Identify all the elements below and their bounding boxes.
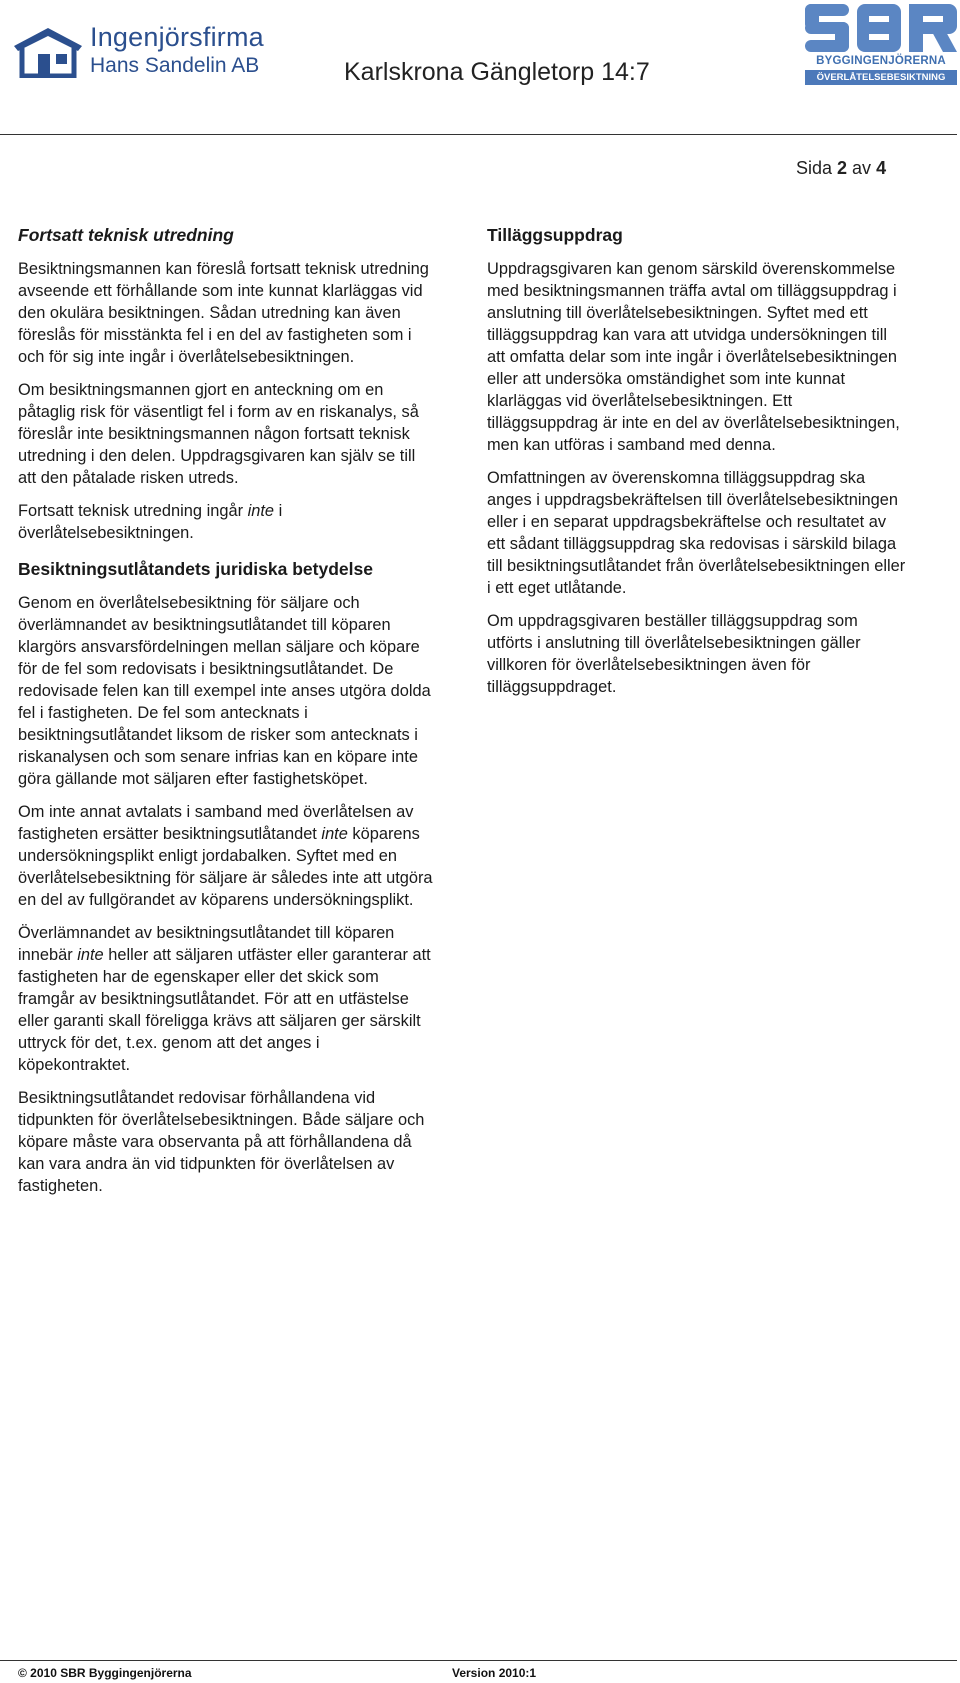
page-number-middle: av	[847, 158, 877, 178]
page-number-prefix: Sida	[796, 158, 838, 178]
heading-fortsatt-teknisk-utredning: Fortsatt teknisk utredning	[18, 225, 234, 245]
emphasis: inte	[247, 502, 275, 520]
heading-juridiska-betydelse: Besiktningsutlåtandets juridiska betydelse	[18, 559, 373, 579]
sbr-logo-mark	[805, 4, 957, 52]
house-outline-icon	[12, 24, 84, 78]
emphasis: inte	[321, 825, 348, 843]
paragraph-text: Överlämnandet av besiktningsutlåtandet till köparen innebär	[18, 924, 395, 964]
right-column	[487, 224, 907, 709]
sbr-logo	[805, 4, 957, 84]
company-name-line2: Hans Sandelin AB	[90, 54, 260, 77]
paragraph	[18, 500, 436, 544]
paragraph-text: heller att säljaren utfäster eller garanterar att fastigheten har de egenskaper eller det skick som framgår av besiktningsutlåtandet. För att en utfästelse eller garanti skall föreligga krävs att säljaren ger särskilt uttryck för det, t.ex. genom att det anges i köpekontraktet.	[18, 946, 431, 1074]
paragraph: Genom en överlåtelsebesiktning för säljare och överlämnandet av besiktningsutlåtandet till köparen klargörs ansvarsfördelningen mellan säljare och köpare för de fel som redovisats i besiktningsutlåtandet. De redovisade felen kan till exempel inte anses utgöra dolda fel i fastigheten. De fel som antecknats i besiktningsutlåtandet liksom de risker som antecknats i riskanalysen och som senare infrias kan en köpare inte göra gällande mot säljaren efter fastighetsköpet.	[18, 594, 431, 788]
paragraph	[18, 922, 436, 1076]
paragraph: Om uppdragsgivaren beställer tilläggsuppdrag som utförts i anslutning till överlåtelsebesiktningen gäller villkoren för överlåtelsebesiktningen även för tilläggsuppdraget.	[487, 612, 861, 696]
footer-divider	[0, 1660, 957, 1661]
paragraph: Omfattningen av överenskomna tilläggsuppdrag ska anges i uppdragsbekräftelsen till överlåtelsebesiktningen eller i en separat uppdragsbekräftelse och resultatet av ett sådant tilläggsuppdrag ska redovisas i särskild bilaga till besiktningsutlåtandet från överlåtelsebesiktningen eller i ett eget utlåtande.	[487, 469, 906, 597]
page-footer	[0, 1664, 960, 1682]
paragraph-text: Fortsatt teknisk utredning ingår	[18, 502, 248, 520]
page-number-total: 4	[876, 158, 887, 178]
sbr-tagline: ÖVERLÅTELSEBESIKTNING	[805, 70, 957, 85]
emphasis: inte	[77, 946, 104, 964]
page-number	[796, 158, 886, 179]
paragraph: Om besiktningsmannen gjort en anteckning om en påtaglig risk för väsentligt fel i form av en riskanalys, så föreslår inte besiktningsmannen någon fortsatt teknisk utredning i den delen. Uppdragsgivaren kan själv se till att den påtalade risken utreds.	[18, 381, 419, 487]
page-number-current: 2	[837, 158, 848, 178]
paragraph: Besiktningsutlåtandet redovisar förhållandena vid tidpunkten för överlåtelsebesiktningen. Både säljare och köpare måste vara observanta på att förhållandena då kan vara andra än vid tidpunkten för överlåtelsen av fastigheten.	[18, 1089, 425, 1195]
company-name-line1: Ingenjörsfirma	[90, 22, 264, 52]
paragraph	[18, 801, 436, 911]
paragraph: Besiktningsmannen kan föreslå fortsatt teknisk utredning avseende ett förhållande som inte kunnat klarläggas vid den okulära besiktningen. Sådan utredning kan även föreslås för misstänkta fel i en del av fastigheten som i och för sig inte ingår i överlåtelsebesiktningen.	[18, 260, 429, 366]
sbr-name: BYGGINGENJÖRERNA	[816, 55, 946, 67]
company-logo	[12, 20, 264, 82]
heading-tillaggsuppdrag: Tilläggsuppdrag	[487, 225, 623, 245]
footer-version: Version 2010:1	[452, 1666, 537, 1680]
paragraph: Uppdragsgivaren kan genom särskild överenskommelse med besiktningsmannen träffa avtal om tilläggsuppdrag i anslutning till överlåtelsebesiktningen. Syftet med ett tilläggsuppdrag kan vara att utvidga undersökningen till att omfatta delar som inte ingår i överlåtelsebesiktningen eller att undersöka omständighet som inte kunnat klarläggas vid överlåtelsebesiktningen. Ett tilläggsuppdrag är inte en del av överlåtelsebesiktningen, men kan utföras i samband med denna.	[487, 260, 900, 454]
header-divider	[0, 134, 957, 135]
document-title: Karlskrona Gängletorp 14:7	[344, 58, 650, 86]
left-column	[18, 224, 436, 1208]
footer-copyright: © 2010 SBR Byggingenjörerna	[18, 1666, 192, 1680]
paragraph-text: köparens undersökningsplikt enligt jordabalken. Syftet med en överlåtelsebesiktning för säljare är således inte att utgöra en del av fullgörandet av köparens undersökningsplikt.	[18, 825, 433, 909]
page-header	[0, 0, 960, 136]
paragraph-text: i överlåtelsebesiktningen.	[18, 502, 283, 542]
paragraph-text: Om inte annat avtalats i samband med överlåtelsen av fastigheten ersätter besiktningsutlåtandet	[18, 803, 414, 843]
